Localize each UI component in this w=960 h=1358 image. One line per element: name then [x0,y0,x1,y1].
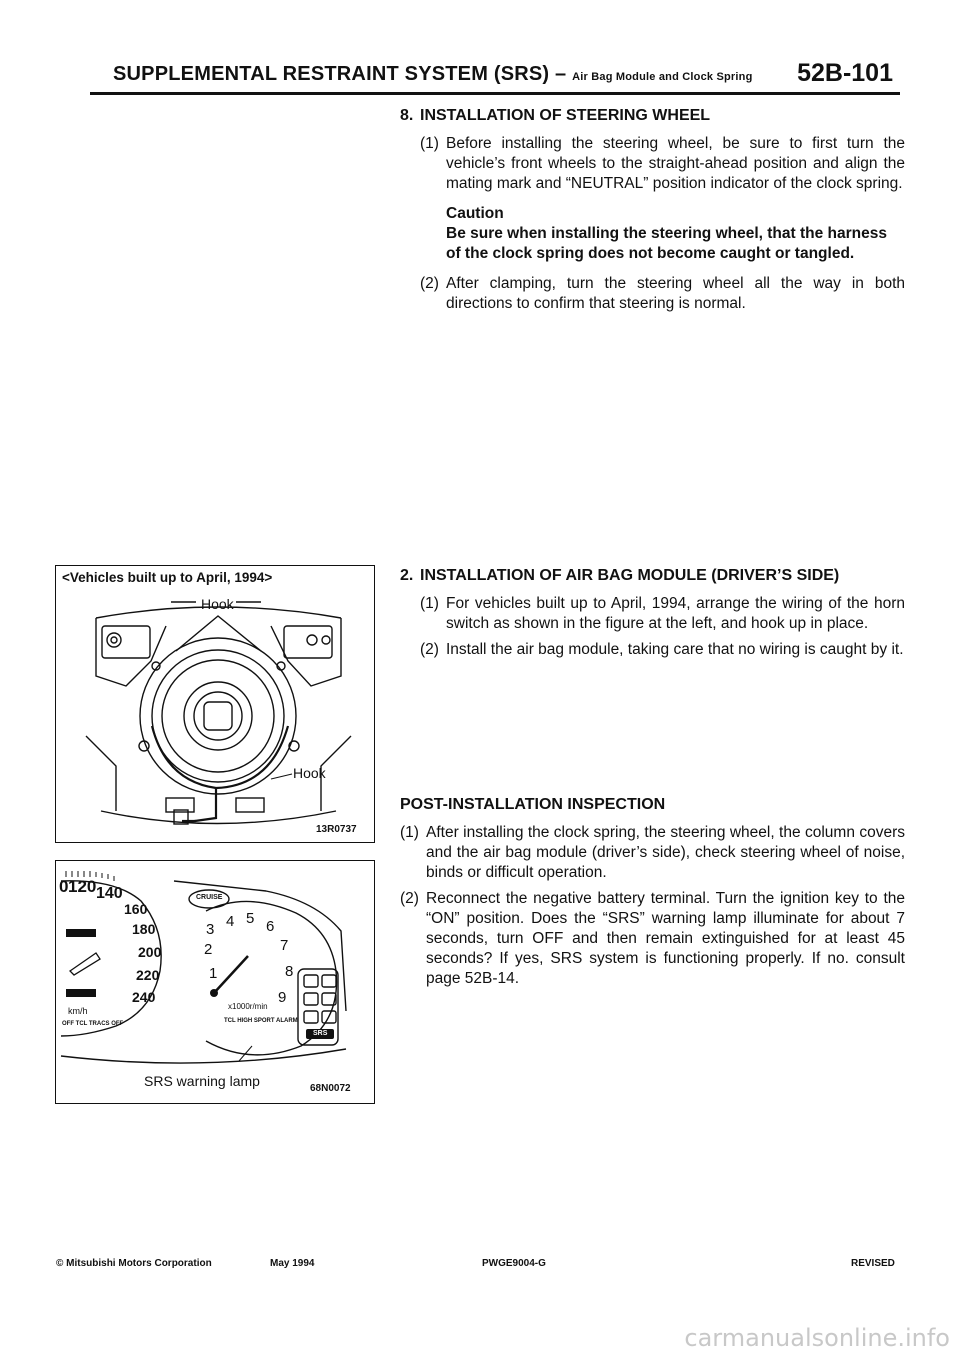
tach-label: 7 [280,937,289,954]
tach-label: 2 [204,941,213,958]
tach-label: 5 [246,910,255,927]
figure-id: 13R0737 [316,824,357,835]
speed-label: 200 [138,944,162,960]
tach-unit-label: x1000r/min [228,1002,268,1011]
speed-label: 240 [132,989,156,1005]
page-number: 52B-101 [797,59,893,87]
tach-label: 1 [209,965,218,982]
tach-label: 3 [206,921,215,938]
list-item: (2) After clamping, turn the steering wheel all the way in both directions to confirm that steering is normal. [420,275,905,312]
page-header [113,60,893,92]
section-air-bag-module [400,566,905,666]
hook-label-side: Hook [293,765,326,781]
list-item: (1) For vehicles built up to April, 1994, arrange the wiring of the horn switch as shown in the figure at the left, and hook up in place. [420,595,905,632]
tcl-labels: OFF TCL TRACS OFF [62,1021,124,1027]
caution-title: Caution [446,205,504,222]
watermark: carmanualsonline.info [684,1324,950,1352]
figure-caption: SRS warning lamp [144,1073,260,1089]
speed-label: 180 [132,921,156,937]
footer-status: REVISED [851,1258,895,1269]
list-item: (1) After installing the clock spring, the steering wheel, the column covers and the air bag module (driver’s side), check steering wheel of noise, binds or difficult operation. [400,824,905,881]
speed-label: 140 [96,885,123,902]
caution-text: Be sure when installing the steering wheel, that the harness of the clock spring does not become caught or tangled. [446,225,887,262]
section-post-installation [400,795,905,995]
figure-id: 68N0072 [310,1083,351,1094]
lamp-strip-labels: TCL HIGH SPORT ALARM [224,1018,298,1024]
footer-code: PWGE9004-G [482,1258,546,1269]
tach-label: 6 [266,918,275,935]
section-heading: 2. INSTALLATION OF AIR BAG MODULE (DRIVER’S SIDE) [400,567,840,584]
header-rule [90,92,900,95]
header-title: SUPPLEMENTAL RESTRAINT SYSTEM (SRS) – Air Bag Module and Clock Spring [113,63,753,85]
speed-partial-label: 0 [59,877,69,896]
speed-label: 160 [124,901,148,917]
speed-unit-label: km/h [68,1006,88,1016]
srs-lamp-label: SRS [313,1030,328,1037]
figure-steering-wheel [55,565,375,843]
speed-label: 220 [136,967,160,983]
cruise-indicator: CRUISE [196,894,223,901]
header-subtitle: Air Bag Module and Clock Spring [572,71,753,83]
footer-copyright: © Mitsubishi Motors Corporation [56,1258,212,1269]
tach-label: 9 [278,989,287,1006]
footer-date: May 1994 [270,1258,315,1269]
caution-block [400,204,905,264]
list-item: (2) Reconnect the negative battery terminal. Turn the ignition key to the “ON” position. Does the “SRS” warning lamp illuminate for about 7 seconds, turn OFF and then remain extinguished for at least 45 seconds? If yes, SRS system is functioning properly. If no. consult page 52B-14. [400,890,905,987]
figure-instrument-cluster [55,860,375,1104]
hook-label-top: Hook [201,596,234,612]
figure-caption: <Vehicles built up to April, 1994> [62,570,273,585]
list-item: (2) Install the air bag module, taking care that no wiring is caught by it. [420,641,904,658]
section-heading: 8. INSTALLATION OF STEERING WHEEL [400,107,711,124]
section-steering-wheel [400,106,905,320]
list-item: (1) Before installing the steering wheel, be sure to first turn the vehicle’s front wheels to the straight-ahead position and align the mating mark and “NEUTRAL” position indicator of the clock spring. [420,135,905,192]
tach-label: 8 [285,963,294,980]
tach-label: 4 [226,913,235,930]
section-heading: POST-INSTALLATION INSPECTION [400,796,666,813]
speed-label: 120 [68,877,97,896]
